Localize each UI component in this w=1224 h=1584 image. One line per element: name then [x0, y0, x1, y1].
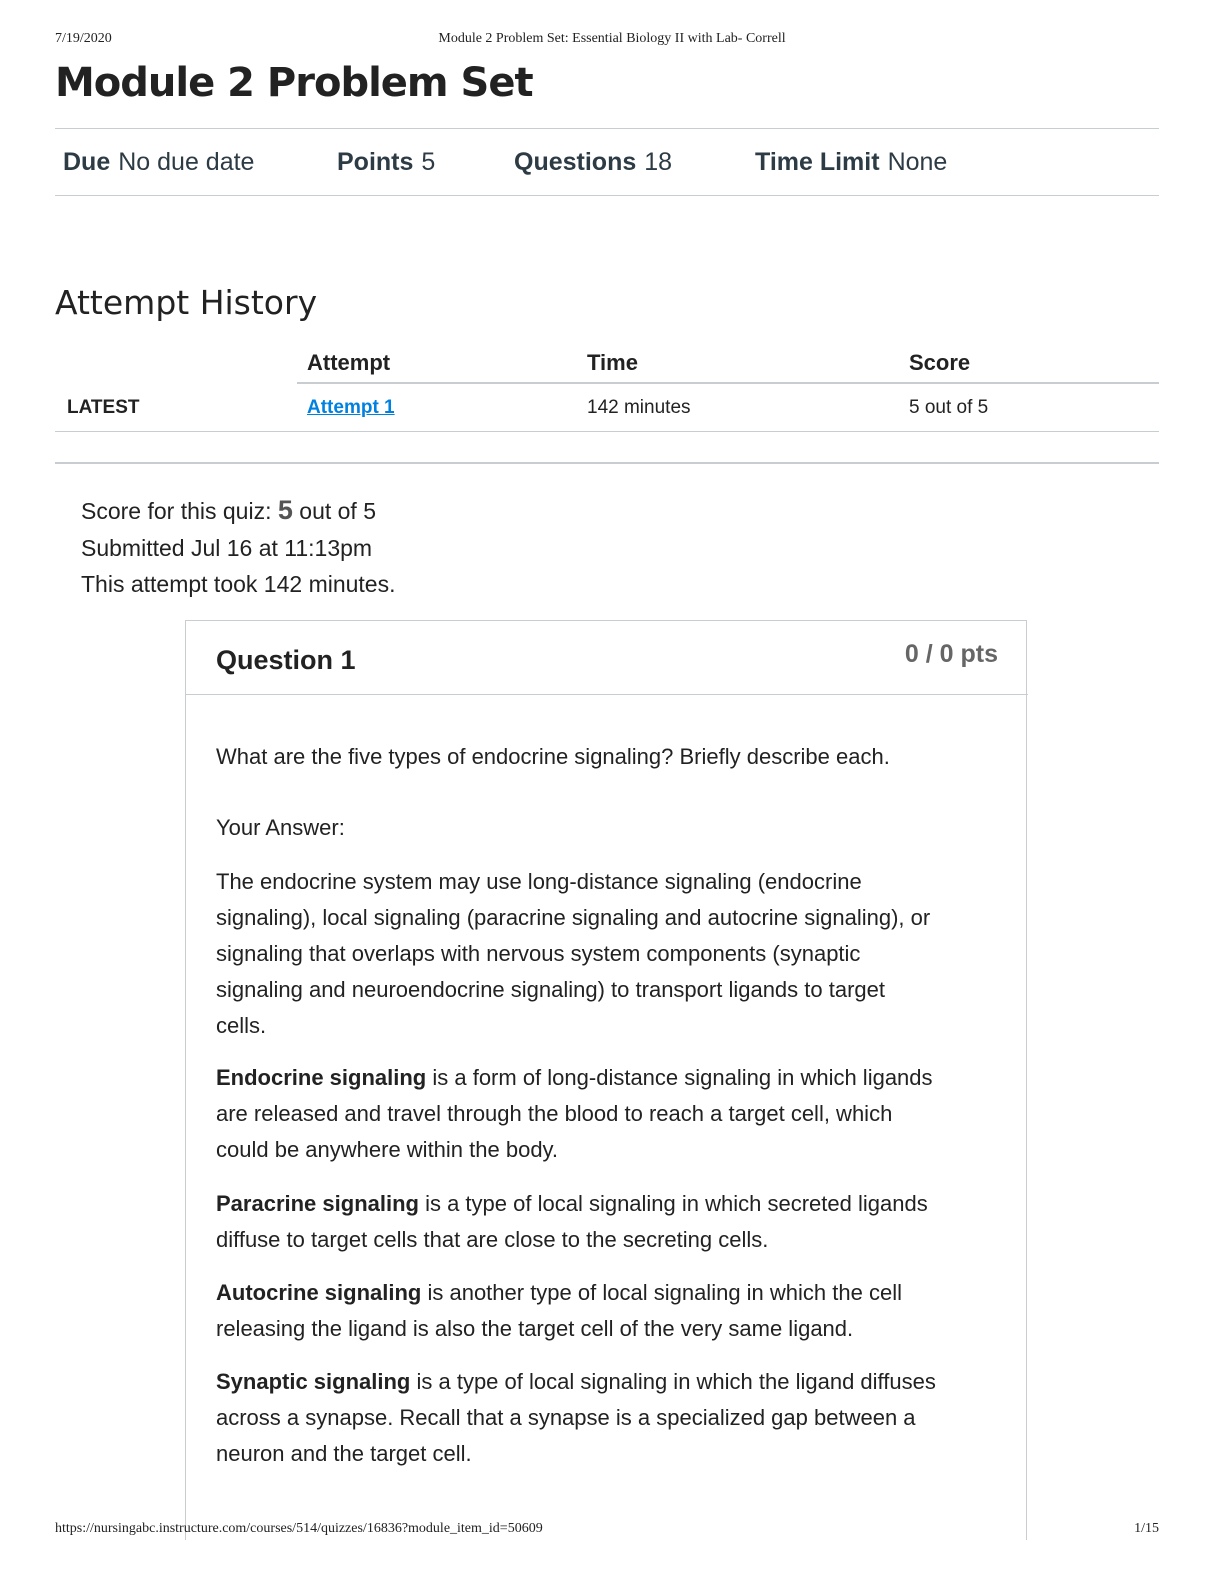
score-prefix: Score for this quiz:	[81, 498, 278, 524]
due-label: Due	[63, 148, 111, 176]
points-value: 5	[421, 148, 436, 176]
answer-line: could be anywhere within the body.	[216, 1137, 559, 1162]
paracrine-paragraph	[216, 1186, 1001, 1258]
quiz-meta-bar	[55, 128, 1159, 196]
section-divider	[55, 462, 1159, 464]
question-title: Question 1	[216, 645, 356, 675]
term-paracrine: Paracrine signaling	[216, 1191, 419, 1216]
print-url: https://nursingabc.instructure.com/courses/514/quizzes/16836?module_item_id=50609	[55, 1521, 543, 1536]
answer-line: Endocrine signaling is a form of long-distance signaling in which ligands	[216, 1065, 933, 1090]
answer-label: Your Answer:	[216, 815, 345, 840]
quiz-score-line	[81, 495, 376, 526]
column-header-score: Score	[909, 350, 971, 375]
answer-line: Synaptic signaling is a type of local signaling in which the ligand diffuses	[216, 1369, 936, 1394]
term-endocrine: Endocrine signaling	[216, 1065, 427, 1090]
due-value: No due date	[118, 148, 255, 176]
question-prompt: What are the five types of endocrine signaling? Briefly describe each.	[216, 744, 890, 769]
answer-line: signaling that overlaps with nervous system components (synaptic	[216, 941, 861, 966]
question-points: 0 / 0 pts	[904, 640, 998, 668]
points-info	[337, 148, 435, 177]
question-card	[185, 620, 1027, 1540]
attempt-time: 142 minutes	[587, 397, 691, 418]
answer-line: The endocrine system may use long-distance signaling (endocrine	[216, 869, 862, 894]
questions-value: 18	[644, 148, 673, 176]
questions-info	[514, 148, 672, 177]
answer-intro	[216, 864, 1001, 1044]
table-header-divider	[297, 382, 1159, 384]
print-date: 7/19/2020	[55, 31, 112, 46]
attempt-score: 5 out of 5	[909, 397, 989, 418]
submitted-time: Submitted Jul 16 at 11:13pm	[81, 535, 373, 561]
answer-line: signaling and neuroendocrine signaling) to transport ligands to target	[216, 977, 885, 1002]
attempt-1-link[interactable]: Attempt 1	[307, 397, 395, 418]
term-autocrine: Autocrine signaling	[216, 1280, 422, 1305]
column-header-attempt: Attempt	[307, 350, 391, 375]
attempt-duration: This attempt took 142 minutes.	[81, 571, 396, 597]
time-limit-info	[755, 148, 947, 177]
synaptic-paragraph	[216, 1364, 1001, 1472]
table-row-divider	[55, 431, 1159, 432]
questions-label: Questions	[514, 148, 637, 176]
answer-line: releasing the ligand is also the target cell of the very same ligand.	[216, 1316, 854, 1341]
column-header-time: Time	[587, 350, 638, 375]
score-suffix: out of 5	[292, 498, 377, 524]
answer-line: are released and travel through the blood to reach a target cell, which	[216, 1101, 893, 1126]
print-title: Module 2 Problem Set: Essential Biology II with Lab- Correll	[438, 31, 786, 46]
time-limit-value: None	[887, 148, 948, 176]
answer-line: cells.	[216, 1013, 267, 1038]
answer-line: signaling), local signaling (paracrine signaling and autocrine signaling), or	[216, 905, 931, 930]
page-title: Module 2 Problem Set	[55, 60, 533, 106]
answer-line: Paracrine signaling is a type of local signaling in which secreted ligands	[216, 1191, 928, 1216]
term-synaptic: Synaptic signaling	[216, 1369, 411, 1394]
answer-line: Autocrine signaling is another type of local signaling in which the cell	[216, 1280, 902, 1305]
print-page-number: 1/15	[1134, 1521, 1159, 1536]
answer-line: across a synapse. Recall that a synapse is a specialized gap between a	[216, 1405, 916, 1430]
due-info	[63, 148, 254, 177]
autocrine-paragraph	[216, 1275, 1001, 1347]
endocrine-paragraph	[216, 1060, 1001, 1168]
answer-line: diffuse to target cells that are close to the secreting cells.	[216, 1227, 769, 1252]
time-limit-label: Time Limit	[755, 148, 880, 176]
latest-label: LATEST	[67, 397, 140, 418]
attempt-history-title: Attempt History	[55, 283, 318, 322]
score-value: 5	[277, 495, 293, 525]
points-label: Points	[337, 148, 414, 176]
answer-line: neuron and the target cell.	[216, 1441, 472, 1466]
question-header	[186, 621, 1028, 695]
